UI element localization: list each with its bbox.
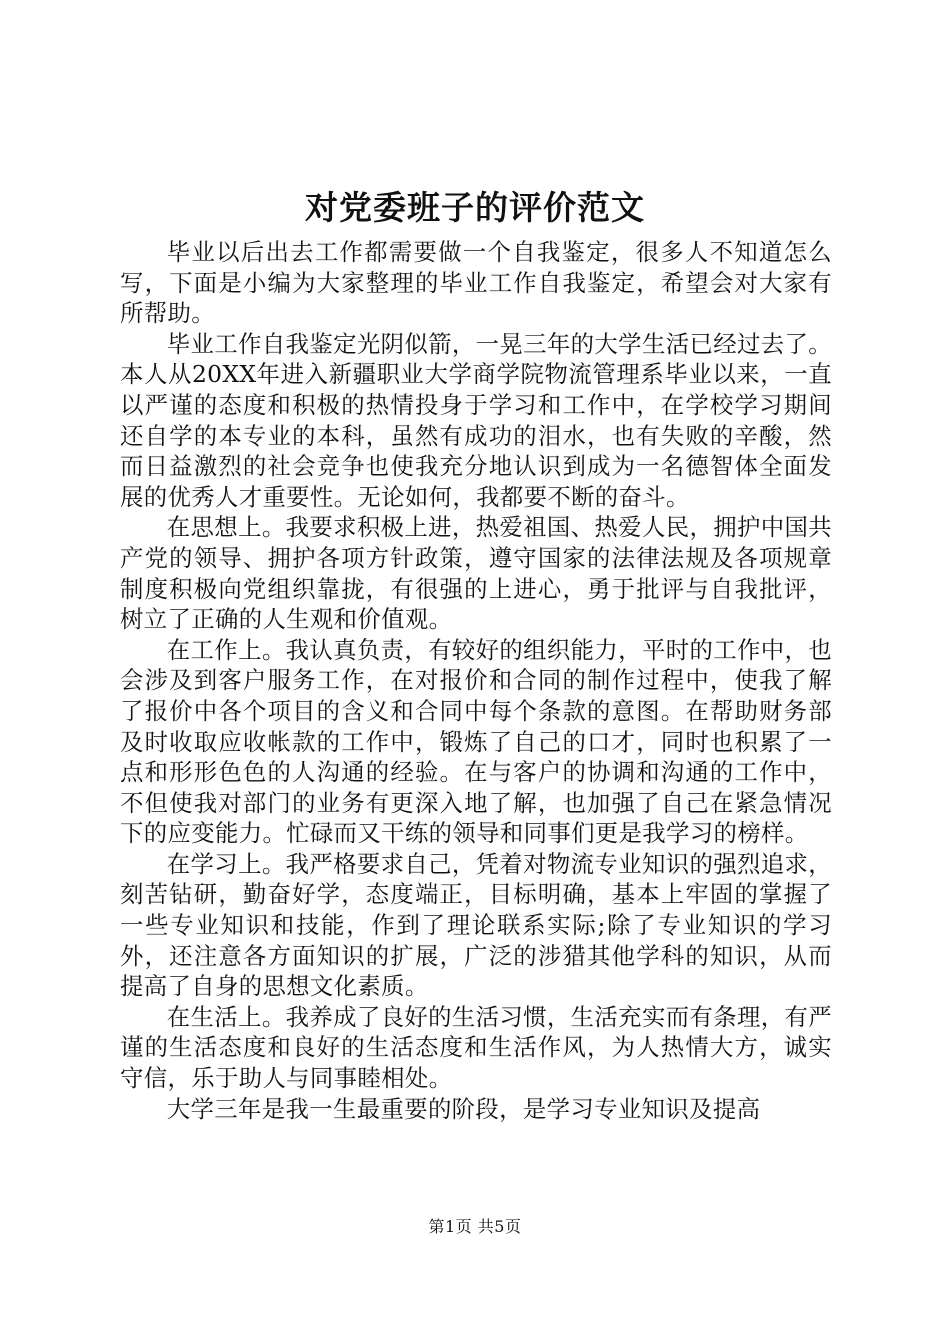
paragraph-work: 在工作上。我认真负责，有较好的组织能力，平时的工作中，也会涉及到客户服务工作，在对报价和合同的制作过程中，使我了解了报价中各个项目的含义和合同中每个条款的意图。在帮助财务部及时收取应收帐款的工作中，锻炼了自己的口才，同时也积累了一点和形形色色的人沟通的经验。在与客户的协调和沟通的工作中，不但使我对部门的业务有更深入地了解，也加强了自己在紧急情况下的应变能力。忙碌而又干练的领导和同事们更是我学习的榜样。 bbox=[120, 635, 832, 848]
page-number-footer: 第1页 共5页 bbox=[428, 1217, 522, 1236]
paragraph-self-assessment: 毕业工作自我鉴定光阴似箭，一晃三年的大学生活已经过去了。本人从20XX年进入新疆职业大学商学院物流管理系毕业以来，一直以严谨的态度和积极的热情投身于学习和工作中，在学校学习期间还自学的本专业的本科，虽然有成功的泪水，也有失败的辛酸，然而日益激烈的社会竞争也使我充分地认识到成为一名德智体全面发展的优秀人才重要性。无论如何，我都要不断的奋斗。 bbox=[120, 329, 832, 511]
paragraph-conclusion: 大学三年是我一生最重要的阶段，是学习专业知识及提高 bbox=[166, 1094, 761, 1123]
document-title: 对党委班子的评价范文 bbox=[305, 188, 645, 227]
paragraph-intro: 毕业以后出去工作都需要做一个自我鉴定，很多人不知道怎么写，下面是小编为大家整理的毕业工作自我鉴定，希望会对大家有所帮助。 bbox=[120, 238, 832, 328]
document-body bbox=[120, 237, 832, 1124]
paragraph-life: 在生活上。我养成了良好的生活习惯，生活充实而有条理，有严谨的生活态度和良好的生活态度和生活作风，为人热情大方，诚实守信，乐于助人与同事睦相处。 bbox=[120, 1002, 832, 1093]
paragraph-thought: 在思想上。我要求积极上进，热爱祖国、热爱人民，拥护中国共产党的领导、拥护各项方针政策，遵守国家的法律法规及各项规章制度积极向党组织靠拢，有很强的上进心，勇于批评与自我批评，树立了正确的人生观和价值观。 bbox=[120, 513, 832, 634]
paragraph-study: 在学习上。我严格要求自己，凭着对物流专业知识的强烈追求，刻苦钻研，勤奋好学，态度端正，目标明确，基本上牢固的掌握了一些专业知识和技能，作到了理论联系实际;除了专业知识的学习外，还注意各方面知识的扩展，广泛的涉猎其他学科的知识，从而提高了自身的思想文化素质。 bbox=[120, 849, 832, 1001]
